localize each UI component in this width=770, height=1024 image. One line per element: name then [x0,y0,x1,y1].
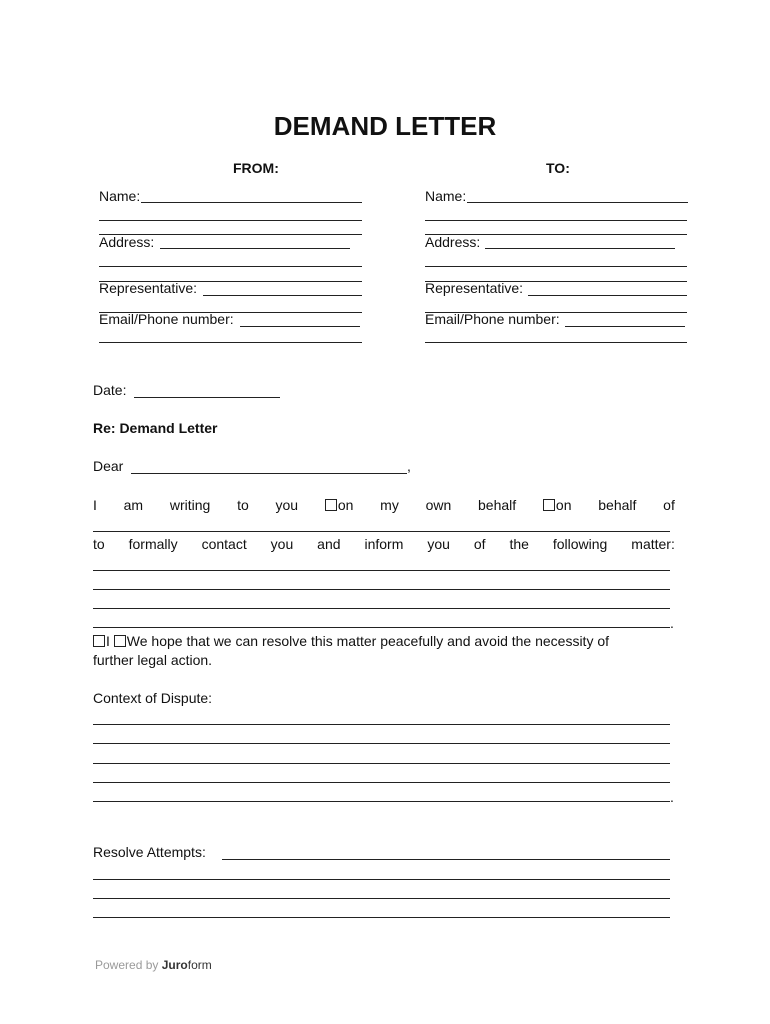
word: you [275,497,299,513]
matter-period: . [670,615,674,631]
word: following [552,536,608,552]
matter-line-4[interactable] [93,627,670,628]
to-name-label: Name: [425,188,467,204]
to-address-line-2[interactable] [425,266,687,267]
brand-logo-text: Juroform [161,958,212,972]
document-title: DEMAND LETTER [273,111,497,141]
from-header: FROM: [233,160,279,176]
to-address-field[interactable] [485,248,675,249]
checkbox-2[interactable] [114,635,126,647]
to-email-line-2[interactable] [425,342,687,343]
word: matter: [631,536,675,552]
word: formally [128,536,178,552]
dear-comma: , [407,458,411,474]
to-email-label: Email/Phone number: [425,311,560,327]
word: to [237,497,249,513]
context-label: Context of Dispute: [93,690,213,706]
behalf-of-field[interactable] [93,531,670,532]
to-representative-field[interactable] [528,295,687,296]
to-address-label: Address: [425,234,481,250]
word: contact [201,536,247,552]
behalf-of-checkbox[interactable] [543,499,555,511]
context-line-3[interactable] [93,763,670,764]
writing-sentence [93,496,675,514]
word: the [509,536,529,552]
context-line-5[interactable] [93,801,670,802]
matter-line-1[interactable] [93,570,670,571]
word: own [425,497,452,513]
from-email-field[interactable] [240,326,360,327]
word: to [93,536,105,552]
matter-line-2[interactable] [93,589,670,590]
behalf-of-option[interactable]: on [543,496,572,514]
powered-by-footer: Powered by Juroform [95,958,212,972]
word: you [270,536,294,552]
matter-line-3[interactable] [93,608,670,609]
contact-sentence [93,535,675,553]
from-address-field[interactable] [160,248,350,249]
word: of [473,536,486,552]
word: am [123,497,144,513]
word: and [317,536,341,552]
word: my [380,497,399,513]
from-name-field[interactable] [141,202,362,203]
dear-label: Dear [93,458,124,474]
to-email-field[interactable] [565,326,685,327]
resolve-label: Resolve Attempts: [93,844,206,860]
from-representative-field[interactable] [203,295,362,296]
from-email-line-2[interactable] [99,342,362,343]
from-name-line-2[interactable] [99,220,362,221]
resolve-field[interactable] [222,859,670,860]
word: writing [169,497,211,513]
from-address-line-2[interactable] [99,266,362,267]
word: of [663,497,675,513]
context-line-2[interactable] [93,743,670,744]
from-email-label: Email/Phone number: [99,311,234,327]
own-behalf-option[interactable]: on [325,496,354,514]
resolve-line-2[interactable] [93,879,670,880]
from-representative-label: Representative: [99,280,198,296]
to-name-line-2[interactable] [425,220,687,221]
own-behalf-checkbox[interactable] [325,499,337,511]
context-line-4[interactable] [93,782,670,783]
date-label: Date: [93,382,127,398]
word: behalf [478,497,517,513]
checkbox-1[interactable] [93,635,105,647]
date-field[interactable] [134,397,280,398]
context-period: . [670,789,674,805]
word: behalf [598,497,637,513]
word: you [427,536,450,552]
word: I [93,497,97,513]
from-name-label: Name: [99,188,141,204]
dear-field[interactable] [131,473,407,474]
hope-sentence: I We hope that we can resolve this matter peacefully and avoid the necessity of [93,632,609,650]
to-name-field[interactable] [467,202,688,203]
re-subject: Re: Demand Letter [93,420,218,436]
hope-sentence-cont: further legal action. [93,652,213,668]
word: inform [364,536,404,552]
context-line-1[interactable] [93,724,670,725]
to-representative-label: Representative: [425,280,524,296]
resolve-line-3[interactable] [93,898,670,899]
from-address-label: Address: [99,234,155,250]
resolve-line-4[interactable] [93,917,670,918]
to-header: TO: [546,160,570,176]
